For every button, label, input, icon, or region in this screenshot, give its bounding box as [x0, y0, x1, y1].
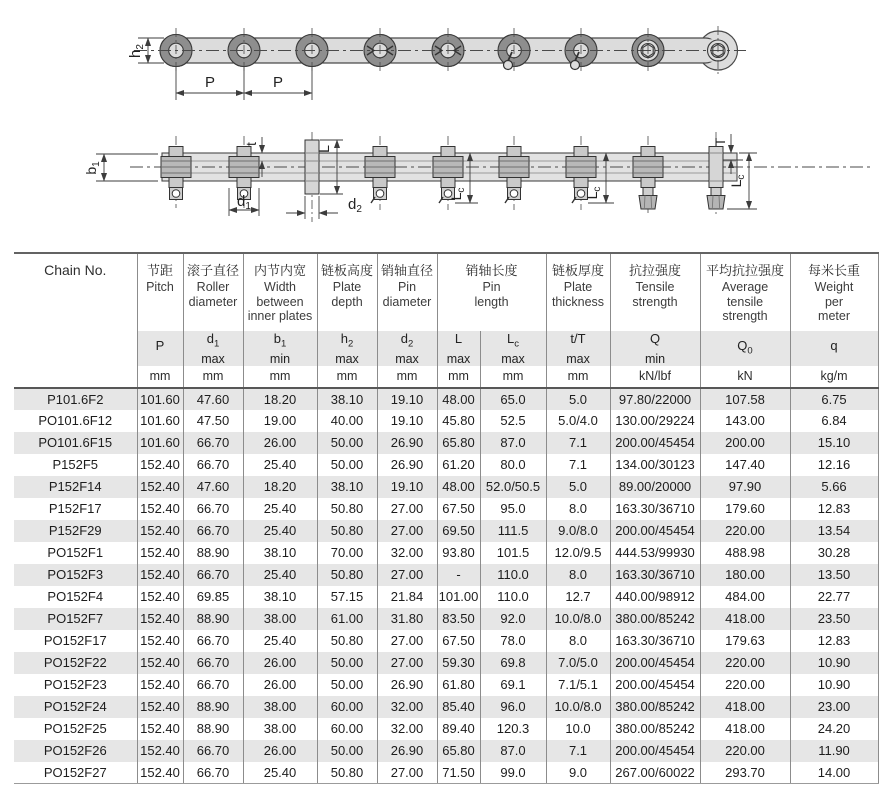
- spec-value-cell: 32.00: [377, 542, 437, 564]
- spec-value-cell: 69.1: [480, 674, 546, 696]
- table-row: [14, 696, 878, 718]
- spec-value-cell: 220.00: [700, 674, 790, 696]
- spec-value-cell: 66.70: [183, 520, 243, 542]
- symbol-Q: Q min: [610, 331, 700, 366]
- chain-no-cell: PO152F17: [14, 630, 137, 652]
- spec-value-cell: 8.0: [546, 498, 610, 520]
- table-row: [14, 432, 878, 454]
- chain-no-cell: PO152F7: [14, 608, 137, 630]
- spec-value-cell: 66.70: [183, 454, 243, 476]
- table-row: [14, 410, 878, 432]
- spec-value-cell: 88.90: [183, 608, 243, 630]
- chain-diagram-svg: [0, 0, 881, 250]
- spec-value-cell: 48.00: [437, 388, 480, 410]
- unit-cell: mm: [183, 366, 243, 388]
- spec-value-cell: 50.80: [317, 498, 377, 520]
- chain-no-cell: PO152F24: [14, 696, 137, 718]
- spec-value-cell: 66.70: [183, 432, 243, 454]
- spec-value-cell: 27.00: [377, 762, 437, 784]
- dim-label-lc-2: $L_c$: [584, 186, 603, 200]
- spec-value-cell: 110.0: [480, 564, 546, 586]
- spec-value-cell: 48.00: [437, 476, 480, 498]
- dim-label-pitch-right: P: [272, 74, 284, 91]
- spec-value-cell: 19.10: [377, 388, 437, 410]
- spec-value-cell: 61.80: [437, 674, 480, 696]
- spec-value-cell: 5.0: [546, 476, 610, 498]
- spec-value-cell: 18.20: [243, 476, 317, 498]
- spec-value-cell: 83.50: [437, 608, 480, 630]
- spec-value-cell: 179.63: [700, 630, 790, 652]
- spec-value-cell: 66.70: [183, 652, 243, 674]
- dim-label-L: L: [316, 145, 332, 153]
- spec-value-cell: 380.00/85242: [610, 608, 700, 630]
- spec-value-cell: 25.40: [243, 762, 317, 784]
- chain-no-cell: PO152F1: [14, 542, 137, 564]
- spec-value-cell: 26.00: [243, 674, 317, 696]
- unit-cell: mm: [437, 366, 480, 388]
- table-row: [14, 762, 878, 784]
- unit-cell: kN/lbf: [610, 366, 700, 388]
- symbol-p: P: [137, 331, 183, 366]
- chain-spec-table: [14, 252, 879, 784]
- spec-value-cell: 418.00: [700, 696, 790, 718]
- spec-value-cell: 10.0/8.0: [546, 608, 610, 630]
- spec-value-cell: 7.1: [546, 432, 610, 454]
- spec-value-cell: 101.60: [137, 410, 183, 432]
- dim-label-h2: $h_2$: [127, 44, 146, 58]
- spec-value-cell: 27.00: [377, 630, 437, 652]
- spec-value-cell: 152.40: [137, 586, 183, 608]
- spec-value-cell: 152.40: [137, 740, 183, 762]
- spec-table-body: [14, 388, 878, 784]
- spec-value-cell: 88.90: [183, 718, 243, 740]
- spec-value-cell: 10.90: [790, 674, 878, 696]
- spec-value-cell: 5.0: [546, 388, 610, 410]
- spec-value-cell: 50.80: [317, 564, 377, 586]
- spec-value-cell: 97.90: [700, 476, 790, 498]
- spec-value-cell: 12.7: [546, 586, 610, 608]
- spec-value-cell: 38.10: [243, 586, 317, 608]
- spec-value-cell: 111.5: [480, 520, 546, 542]
- chain-no-cell: PO101.6F12: [14, 410, 137, 432]
- spec-value-cell: 6.84: [790, 410, 878, 432]
- spec-value-cell: 26.90: [377, 674, 437, 696]
- table-row: [14, 740, 878, 762]
- col-header-width-between-inner-plates: 内节内宽 Width between inner plates: [243, 253, 317, 331]
- chain-no-cell: PO152F27: [14, 762, 137, 784]
- spec-value-cell: 120.3: [480, 718, 546, 740]
- spec-value-cell: 200.00/45454: [610, 520, 700, 542]
- spec-value-cell: 163.30/36710: [610, 498, 700, 520]
- spec-value-cell: 418.00: [700, 608, 790, 630]
- spec-value-cell: 19.10: [377, 476, 437, 498]
- col-header-pin-diameter: 销轴直径 Pin diameter: [377, 253, 437, 331]
- spec-value-cell: 152.40: [137, 520, 183, 542]
- spec-value-cell: 180.00: [700, 564, 790, 586]
- dim-label-lc-1: $L_c$: [448, 187, 467, 201]
- spec-value-cell: 101.60: [137, 388, 183, 410]
- spec-value-cell: 32.00: [377, 718, 437, 740]
- spec-value-cell: 101.60: [137, 432, 183, 454]
- spec-value-cell: 26.00: [243, 652, 317, 674]
- col-header-pitch: 节距 Pitch: [137, 253, 183, 331]
- spec-value-cell: 22.77: [790, 586, 878, 608]
- spec-value-cell: 110.0: [480, 586, 546, 608]
- spec-value-cell: 50.00: [317, 454, 377, 476]
- spec-value-cell: 12.16: [790, 454, 878, 476]
- header-units-row: [14, 366, 878, 388]
- table-row: [14, 454, 878, 476]
- spec-value-cell: 69.85: [183, 586, 243, 608]
- spec-value-cell: 85.40: [437, 696, 480, 718]
- spec-value-cell: 12.83: [790, 630, 878, 652]
- chain-no-cell: P152F17: [14, 498, 137, 520]
- spec-value-cell: 67.50: [437, 630, 480, 652]
- side-view-diagram: [127, 26, 746, 100]
- unit-cell: mm: [317, 366, 377, 388]
- symbol-d2: $d_2$ max: [377, 331, 437, 366]
- spec-value-cell: 9.0: [546, 762, 610, 784]
- spec-value-cell: 107.58: [700, 388, 790, 410]
- spec-value-cell: 50.00: [317, 740, 377, 762]
- chain-no-cell: PO152F4: [14, 586, 137, 608]
- spec-value-cell: 60.00: [317, 718, 377, 740]
- spec-value-cell: 163.30/36710: [610, 630, 700, 652]
- spec-value-cell: 38.10: [317, 476, 377, 498]
- spec-value-cell: 380.00/85242: [610, 696, 700, 718]
- spec-value-cell: 38.10: [243, 542, 317, 564]
- col-header-roller-diameter: 滚子直径 Roller diameter: [183, 253, 243, 331]
- plan-view-diagram: [83, 132, 872, 222]
- symbol-b1: $b_1$ min: [243, 331, 317, 366]
- spec-value-cell: 130.00/29224: [610, 410, 700, 432]
- spec-value-cell: 5.0/4.0: [546, 410, 610, 432]
- chain-no-cell: PO152F3: [14, 564, 137, 586]
- spec-value-cell: 7.1: [546, 454, 610, 476]
- unit-cell: mm: [480, 366, 546, 388]
- spec-value-cell: 293.70: [700, 762, 790, 784]
- spec-value-cell: 30.28: [790, 542, 878, 564]
- spec-value-cell: 220.00: [700, 520, 790, 542]
- spec-value-cell: 8.0: [546, 630, 610, 652]
- spec-value-cell: 200.00/45454: [610, 740, 700, 762]
- spec-value-cell: 50.80: [317, 630, 377, 652]
- unit-cell: kg/m: [790, 366, 878, 388]
- spec-value-cell: 67.50: [437, 498, 480, 520]
- spec-value-cell: 7.1/5.1: [546, 674, 610, 696]
- spec-value-cell: 97.80/22000: [610, 388, 700, 410]
- spec-value-cell: 26.90: [377, 740, 437, 762]
- spec-value-cell: 25.40: [243, 630, 317, 652]
- spec-value-cell: 78.0: [480, 630, 546, 652]
- spec-value-cell: 26.00: [243, 432, 317, 454]
- spec-value-cell: 87.0: [480, 432, 546, 454]
- symbol-Q0: $Q_0$: [700, 331, 790, 366]
- spec-value-cell: 26.90: [377, 454, 437, 476]
- spec-value-cell: 96.0: [480, 696, 546, 718]
- table-row: [14, 388, 878, 410]
- unit-cell: kN: [700, 366, 790, 388]
- spec-value-cell: 99.0: [480, 762, 546, 784]
- spec-value-cell: 25.40: [243, 498, 317, 520]
- header-title-row: [14, 253, 878, 331]
- chain-no-cell: PO152F25: [14, 718, 137, 740]
- col-header-plate-thickness: 链板厚度 Plate thickness: [546, 253, 610, 331]
- chain-no-cell: PO152F23: [14, 674, 137, 696]
- spec-value-cell: 18.20: [243, 388, 317, 410]
- spec-value-cell: 380.00/85242: [610, 718, 700, 740]
- spec-value-cell: 152.40: [137, 718, 183, 740]
- spec-value-cell: 10.0: [546, 718, 610, 740]
- spec-value-cell: 7.0/5.0: [546, 652, 610, 674]
- dim-label-T: T: [712, 137, 728, 147]
- unit-cell: mm: [137, 366, 183, 388]
- spec-value-cell: 15.10: [790, 432, 878, 454]
- spec-value-cell: 152.40: [137, 762, 183, 784]
- spec-value-cell: 66.70: [183, 762, 243, 784]
- spec-value-cell: 25.40: [243, 564, 317, 586]
- spec-value-cell: 200.00/45454: [610, 432, 700, 454]
- spec-value-cell: 14.00: [790, 762, 878, 784]
- table-row: [14, 674, 878, 696]
- spec-value-cell: 31.80: [377, 608, 437, 630]
- spec-value-cell: 50.00: [317, 652, 377, 674]
- spec-value-cell: 10.0/8.0: [546, 696, 610, 718]
- chain-no-cell: PO152F26: [14, 740, 137, 762]
- chain-no-cell: PO152F22: [14, 652, 137, 674]
- spec-value-cell: 66.70: [183, 630, 243, 652]
- spec-value-cell: 66.70: [183, 674, 243, 696]
- spec-value-cell: 80.0: [480, 454, 546, 476]
- spec-value-cell: 60.00: [317, 696, 377, 718]
- chain-no-cell: PO101.6F15: [14, 432, 137, 454]
- spec-value-cell: 65.0: [480, 388, 546, 410]
- spec-value-cell: 152.40: [137, 630, 183, 652]
- spec-value-cell: 440.00/98912: [610, 586, 700, 608]
- spec-value-cell: -: [437, 564, 480, 586]
- spec-value-cell: 23.50: [790, 608, 878, 630]
- chain-drawings: [0, 0, 881, 250]
- spec-value-cell: 152.40: [137, 564, 183, 586]
- spec-value-cell: 93.80: [437, 542, 480, 564]
- spec-value-cell: 65.80: [437, 432, 480, 454]
- spec-value-cell: 38.00: [243, 608, 317, 630]
- chain-no-cell: P101.6F2: [14, 388, 137, 410]
- spec-value-cell: 87.0: [480, 740, 546, 762]
- spec-value-cell: 65.80: [437, 740, 480, 762]
- spec-value-cell: 134.00/30123: [610, 454, 700, 476]
- spec-value-cell: 50.00: [317, 432, 377, 454]
- spec-value-cell: 25.40: [243, 454, 317, 476]
- spec-value-cell: 66.70: [183, 564, 243, 586]
- spec-value-cell: 152.40: [137, 498, 183, 520]
- spec-value-cell: 179.60: [700, 498, 790, 520]
- symbol-Lc: $L_c$ max: [480, 331, 546, 366]
- spec-value-cell: 12.83: [790, 498, 878, 520]
- spec-value-cell: 95.0: [480, 498, 546, 520]
- col-header-pin-length: 销轴长度 Pin length: [437, 253, 546, 331]
- chain-no-cell: P152F14: [14, 476, 137, 498]
- spec-value-cell: 27.00: [377, 520, 437, 542]
- table-row: [14, 476, 878, 498]
- spec-value-cell: 8.0: [546, 564, 610, 586]
- spec-value-cell: 45.80: [437, 410, 480, 432]
- spec-value-cell: 143.00: [700, 410, 790, 432]
- spec-value-cell: 50.80: [317, 520, 377, 542]
- spec-value-cell: 418.00: [700, 718, 790, 740]
- spec-value-cell: 13.54: [790, 520, 878, 542]
- spec-value-cell: 59.30: [437, 652, 480, 674]
- spec-value-cell: 484.00: [700, 586, 790, 608]
- spec-value-cell: 92.0: [480, 608, 546, 630]
- dim-label-t: t: [243, 142, 259, 146]
- spec-value-cell: 38.10: [317, 388, 377, 410]
- spec-value-cell: 57.15: [317, 586, 377, 608]
- spec-value-cell: 71.50: [437, 762, 480, 784]
- dim-label-d1: $d_1$: [237, 193, 251, 212]
- spec-value-cell: 89.40: [437, 718, 480, 740]
- dim-label-b1: $b_1$: [83, 161, 102, 175]
- symbol-tT: t/T max: [546, 331, 610, 366]
- spec-value-cell: 9.0/8.0: [546, 520, 610, 542]
- spec-value-cell: 69.8: [480, 652, 546, 674]
- spec-value-cell: 21.84: [377, 586, 437, 608]
- spec-value-cell: 200.00: [700, 432, 790, 454]
- dim-label-pitch-left: P: [204, 74, 216, 91]
- spec-value-cell: 152.40: [137, 608, 183, 630]
- col-header-weight-per-meter: 每米长重 Weight per meter: [790, 253, 878, 331]
- spec-value-cell: 32.00: [377, 696, 437, 718]
- spec-value-cell: 50.80: [317, 762, 377, 784]
- col-header-chain-no: Chain No.: [14, 253, 137, 388]
- spec-value-cell: 47.50: [183, 410, 243, 432]
- spec-value-cell: 47.60: [183, 388, 243, 410]
- symbol-L: L max: [437, 331, 480, 366]
- spec-value-cell: 152.40: [137, 696, 183, 718]
- spec-value-cell: 19.00: [243, 410, 317, 432]
- symbol-q: q: [790, 331, 878, 366]
- spec-value-cell: 23.00: [790, 696, 878, 718]
- spec-value-cell: 27.00: [377, 498, 437, 520]
- spec-value-cell: 152.40: [137, 652, 183, 674]
- col-header-plate-depth: 链板高度 Plate depth: [317, 253, 377, 331]
- spec-value-cell: 66.70: [183, 740, 243, 762]
- spec-value-cell: 220.00: [700, 652, 790, 674]
- spec-value-cell: 50.00: [317, 674, 377, 696]
- spec-value-cell: 152.40: [137, 476, 183, 498]
- spec-value-cell: 220.00: [700, 740, 790, 762]
- spec-value-cell: 10.90: [790, 652, 878, 674]
- spec-value-cell: 200.00/45454: [610, 674, 700, 696]
- unit-cell: mm: [377, 366, 437, 388]
- spec-value-cell: 147.40: [700, 454, 790, 476]
- spec-value-cell: 444.53/99930: [610, 542, 700, 564]
- spec-value-cell: 7.1: [546, 740, 610, 762]
- spec-value-cell: 6.75: [790, 388, 878, 410]
- spec-value-cell: 101.00: [437, 586, 480, 608]
- table-row: [14, 542, 878, 564]
- dim-label-d2: $d_2$: [348, 196, 362, 215]
- spec-value-cell: 488.98: [700, 542, 790, 564]
- unit-cell: mm: [546, 366, 610, 388]
- spec-value-cell: 88.90: [183, 696, 243, 718]
- spec-value-cell: 163.30/36710: [610, 564, 700, 586]
- unit-cell: mm: [243, 366, 317, 388]
- spec-value-cell: 25.40: [243, 520, 317, 542]
- symbol-d1: $d_1$ max: [183, 331, 243, 366]
- spec-value-cell: 200.00/45454: [610, 652, 700, 674]
- spec-value-cell: 52.0/50.5: [480, 476, 546, 498]
- chain-no-cell: P152F29: [14, 520, 137, 542]
- table-row: [14, 718, 878, 740]
- spec-value-cell: 12.0/9.5: [546, 542, 610, 564]
- header-symbol-row: [14, 331, 878, 366]
- symbol-h2: $h_2$ max: [317, 331, 377, 366]
- spec-value-cell: 61.20: [437, 454, 480, 476]
- spec-value-cell: 19.10: [377, 410, 437, 432]
- spec-value-cell: 52.5: [480, 410, 546, 432]
- spec-value-cell: 27.00: [377, 652, 437, 674]
- spec-value-cell: 152.40: [137, 674, 183, 696]
- spec-value-cell: 70.00: [317, 542, 377, 564]
- spec-value-cell: 101.5: [480, 542, 546, 564]
- table-row: [14, 586, 878, 608]
- table-row: [14, 630, 878, 652]
- table-row: [14, 564, 878, 586]
- spec-value-cell: 38.00: [243, 696, 317, 718]
- table-row: [14, 608, 878, 630]
- spec-value-cell: 66.70: [183, 498, 243, 520]
- table-row: [14, 498, 878, 520]
- spec-value-cell: 11.90: [790, 740, 878, 762]
- spec-value-cell: 267.00/60022: [610, 762, 700, 784]
- spec-value-cell: 61.00: [317, 608, 377, 630]
- spec-value-cell: 152.40: [137, 542, 183, 564]
- col-header-avg-tensile-strength: 平均抗拉强度 Average tensile strength: [700, 253, 790, 331]
- spec-value-cell: 5.66: [790, 476, 878, 498]
- spec-value-cell: 13.50: [790, 564, 878, 586]
- spec-value-cell: 69.50: [437, 520, 480, 542]
- spec-value-cell: 26.00: [243, 740, 317, 762]
- spec-value-cell: 24.20: [790, 718, 878, 740]
- table-row: [14, 652, 878, 674]
- table-row: [14, 520, 878, 542]
- spec-value-cell: 89.00/20000: [610, 476, 700, 498]
- col-header-tensile-strength: 抗拉强度 Tensile strength: [610, 253, 700, 331]
- dim-label-lc-3: $L_c$: [728, 174, 747, 188]
- spec-value-cell: 26.90: [377, 432, 437, 454]
- chain-no-cell: P152F5: [14, 454, 137, 476]
- spec-value-cell: 38.00: [243, 718, 317, 740]
- spec-value-cell: 40.00: [317, 410, 377, 432]
- spec-value-cell: 27.00: [377, 564, 437, 586]
- spec-value-cell: 88.90: [183, 542, 243, 564]
- spec-value-cell: 47.60: [183, 476, 243, 498]
- spec-value-cell: 152.40: [137, 454, 183, 476]
